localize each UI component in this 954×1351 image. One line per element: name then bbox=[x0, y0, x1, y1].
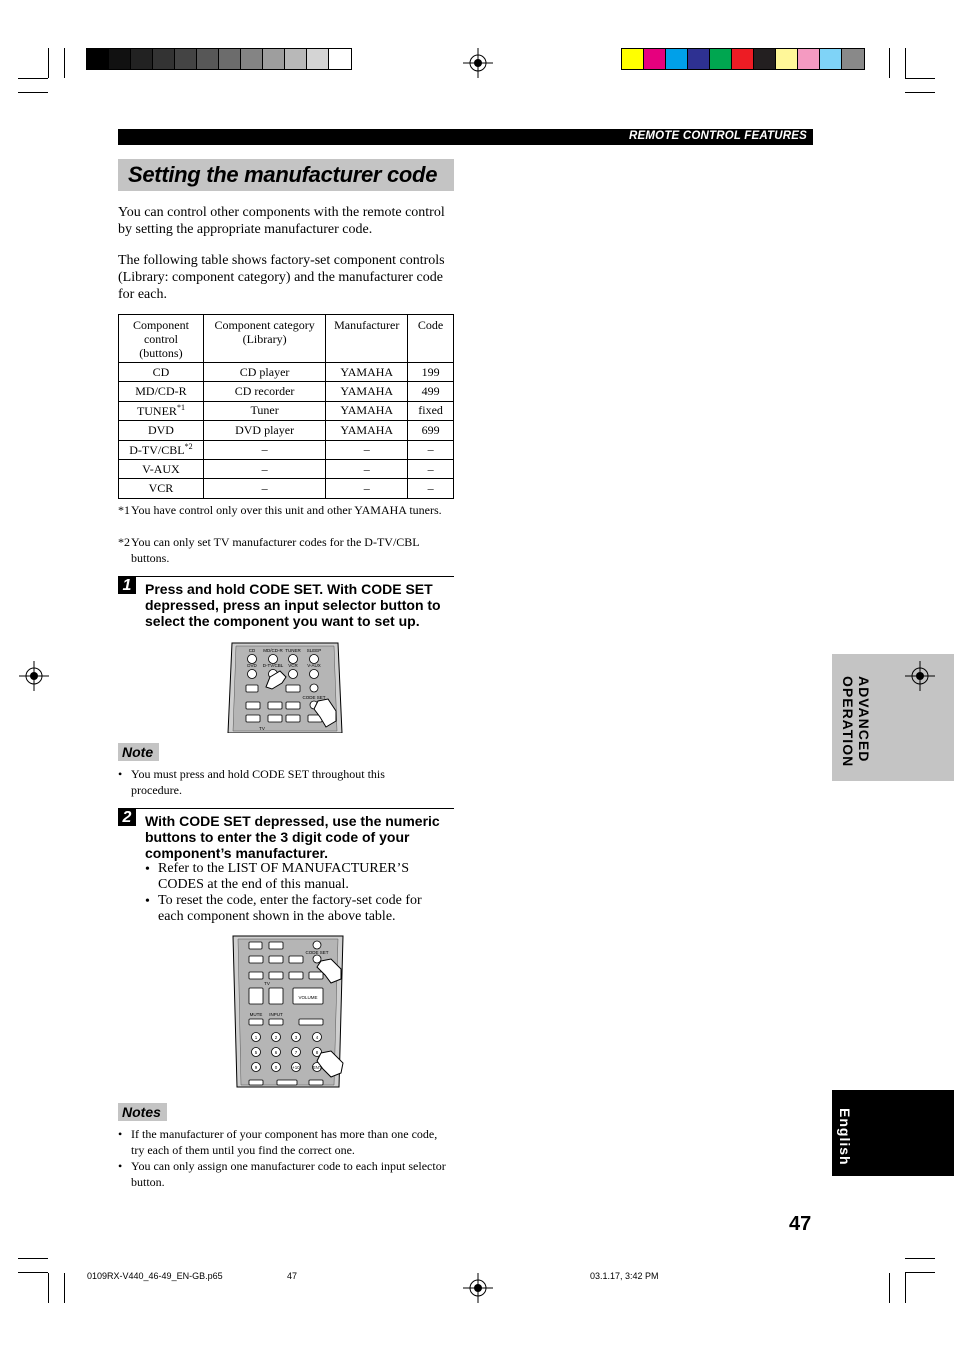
crop-mark bbox=[905, 1272, 935, 1273]
step-2-number: 2 bbox=[118, 809, 136, 826]
remote-number: 9 bbox=[254, 1065, 258, 1070]
registration-mark-icon bbox=[463, 1273, 493, 1303]
remote-number: 2 bbox=[274, 1035, 278, 1040]
step-1-text: Press and hold CODE SET. With CODE SET depressed, press an input selector button to select the component you want to set up. bbox=[145, 581, 441, 629]
gray-swatch bbox=[307, 49, 329, 69]
color-swatch bbox=[622, 49, 644, 69]
side-tab-advanced-operation bbox=[832, 654, 954, 781]
color-swatch bbox=[732, 49, 754, 69]
remote-number: 6 bbox=[274, 1050, 278, 1055]
crop-mark bbox=[905, 92, 935, 93]
remote-number: 0 bbox=[274, 1065, 278, 1070]
crop-mark bbox=[889, 1273, 890, 1303]
gray-swatch bbox=[329, 49, 351, 69]
remote-number: 3 bbox=[294, 1035, 298, 1040]
notes-label: Notes bbox=[118, 1103, 167, 1121]
remote-control-illustration bbox=[226, 641, 344, 733]
note-item: You must press and hold CODE SET throughout this procedure. bbox=[131, 767, 385, 797]
crop-mark bbox=[18, 78, 48, 79]
crop-mark bbox=[905, 48, 906, 78]
remote-number: 5 bbox=[254, 1050, 258, 1055]
page-title: Setting the manufacturer code bbox=[128, 162, 438, 187]
crop-mark bbox=[905, 78, 935, 79]
registration-mark-icon bbox=[463, 48, 493, 78]
remote-label: VOLUME bbox=[298, 995, 318, 1000]
gray-swatch bbox=[241, 49, 263, 69]
footer-page: 47 bbox=[287, 1271, 298, 1281]
remote-number: 8 bbox=[315, 1050, 319, 1055]
remote-label: TV bbox=[264, 981, 270, 986]
gray-swatch bbox=[175, 49, 197, 69]
remote-label: VCR bbox=[288, 663, 298, 668]
crop-mark bbox=[64, 1273, 65, 1303]
bullet: • bbox=[118, 1127, 123, 1141]
color-swatch bbox=[644, 49, 666, 69]
table-row: TUNER$^{*1}$ Tuner YAMAHA fixed bbox=[119, 401, 454, 420]
remote-number: 1 bbox=[254, 1035, 258, 1040]
color-swatch bbox=[710, 49, 732, 69]
color-swatch bbox=[666, 49, 688, 69]
footer-filename: 0109RX-V440_46-49_EN-GB.p65 bbox=[87, 1271, 223, 1281]
footer-date: 03.1.17, 3:42 PM bbox=[590, 1271, 659, 1281]
manufacturer-code-table bbox=[118, 314, 454, 499]
footnote-mark: *2 bbox=[118, 535, 130, 549]
note-item: If the manufacturer of your component has more than one code, try each of them until you find the correct one. bbox=[131, 1127, 438, 1157]
remote-label: V-AUX bbox=[307, 663, 321, 668]
step-divider bbox=[118, 576, 454, 577]
color-swatch bbox=[688, 49, 710, 69]
note-item: You can only assign one manufacturer code to each input selector button. bbox=[131, 1159, 446, 1189]
intro-paragraph-2: The following table shows factory-set component controls (Library: component category) and the manufacturer code for each. bbox=[118, 253, 445, 302]
bullet: • bbox=[145, 862, 150, 877]
color-swatch bbox=[776, 49, 798, 69]
side-tab-label: ADVANCED OPERATION bbox=[840, 676, 872, 768]
remote-label: TV bbox=[259, 726, 265, 731]
remote-label: MD/CD-R bbox=[263, 648, 283, 653]
table-row: MD/CD-R CD recorder YAMAHA 499 bbox=[119, 382, 454, 401]
remote-number: 7 bbox=[294, 1050, 298, 1055]
side-tab-label: English bbox=[837, 1108, 853, 1166]
color-swatch bbox=[754, 49, 776, 69]
step-2-text: With CODE SET depressed, use the numeric buttons to enter the 3 digit code of your component’s manufacturer. bbox=[145, 813, 440, 861]
remote-label: CODE SET bbox=[305, 950, 329, 955]
gray-swatch bbox=[285, 49, 307, 69]
table-row: DVD DVD player YAMAHA 699 bbox=[119, 421, 454, 440]
gray-swatch bbox=[131, 49, 153, 69]
table-header-cell: Component control (buttons) bbox=[119, 315, 204, 363]
table-header-cell: Code bbox=[408, 315, 454, 363]
crop-mark bbox=[905, 1258, 935, 1259]
table-row: D-TV/CBL$^{*2}$ – – – bbox=[119, 440, 454, 459]
registration-mark-icon bbox=[19, 661, 49, 691]
grayscale-strip bbox=[86, 48, 352, 70]
table-row: CD CD player YAMAHA 199 bbox=[119, 363, 454, 382]
gray-swatch bbox=[219, 49, 241, 69]
footnote-2: You can only set TV manufacturer codes for the D-TV/CBL buttons. bbox=[131, 535, 420, 565]
bullet: • bbox=[118, 1159, 123, 1173]
remote-label: TUNER bbox=[285, 648, 301, 653]
step-2-bullet: Refer to the LIST OF MANUFACTURER’S CODES at the end of this manual. bbox=[158, 861, 410, 892]
gray-swatch bbox=[263, 49, 285, 69]
page-title-box bbox=[118, 159, 454, 191]
bullet: • bbox=[118, 767, 123, 781]
color-strip bbox=[621, 48, 865, 70]
footnote-mark: *1 bbox=[118, 503, 130, 517]
section-header-label: REMOTE CONTROL FEATURES bbox=[629, 130, 807, 142]
footnote-1: You have control only over this unit and other YAMAHA tuners. bbox=[131, 503, 442, 517]
remote-label: INPUT bbox=[269, 1012, 283, 1017]
remote-label: SLEEP bbox=[306, 648, 322, 653]
crop-mark bbox=[905, 1273, 906, 1303]
crop-mark bbox=[18, 1258, 48, 1259]
table-row: V-AUX – – – bbox=[119, 459, 454, 478]
remote-label: CD bbox=[248, 648, 256, 653]
gray-swatch bbox=[153, 49, 175, 69]
remote-number: +10 bbox=[292, 1065, 300, 1070]
step-divider bbox=[118, 808, 454, 809]
crop-mark bbox=[48, 1273, 49, 1303]
remote-label: D-TV/CBL bbox=[262, 663, 284, 668]
gray-swatch bbox=[109, 49, 131, 69]
remote-label: CODE SET bbox=[302, 695, 326, 700]
remote-label: MUTE bbox=[249, 1012, 263, 1017]
remote-label: DVD bbox=[247, 663, 257, 668]
table-header-cell: Manufacturer bbox=[326, 315, 408, 363]
remote-control-numeric-illustration bbox=[229, 935, 347, 1088]
crop-mark bbox=[18, 1272, 48, 1273]
crop-mark bbox=[64, 48, 65, 78]
registration-mark-icon bbox=[905, 661, 935, 691]
table-header-cell: Component category (Library) bbox=[203, 315, 325, 363]
bullet: • bbox=[145, 894, 150, 909]
color-swatch bbox=[820, 49, 842, 69]
intro-paragraph-1: You can control other components with the remote control by setting the appropriate manufacturer code. bbox=[118, 205, 445, 237]
remote-number: ENT bbox=[312, 1065, 322, 1070]
crop-mark bbox=[889, 48, 890, 78]
gray-swatch bbox=[87, 49, 109, 69]
step-2-bullet: To reset the code, enter the factory-set code for each component shown in the above table. bbox=[158, 893, 422, 924]
color-swatch bbox=[798, 49, 820, 69]
table-header-row bbox=[119, 315, 454, 363]
section-header bbox=[118, 129, 813, 145]
gray-swatch bbox=[197, 49, 219, 69]
crop-mark bbox=[18, 92, 48, 93]
page-number: 47 bbox=[789, 1213, 812, 1235]
table-row: VCR – – – bbox=[119, 479, 454, 498]
side-tab-language bbox=[832, 1090, 954, 1176]
color-swatch bbox=[842, 49, 864, 69]
note-label: Note bbox=[118, 743, 159, 761]
step-1-number: 1 bbox=[118, 577, 136, 594]
remote-number: 4 bbox=[315, 1035, 319, 1040]
crop-mark bbox=[48, 48, 49, 78]
